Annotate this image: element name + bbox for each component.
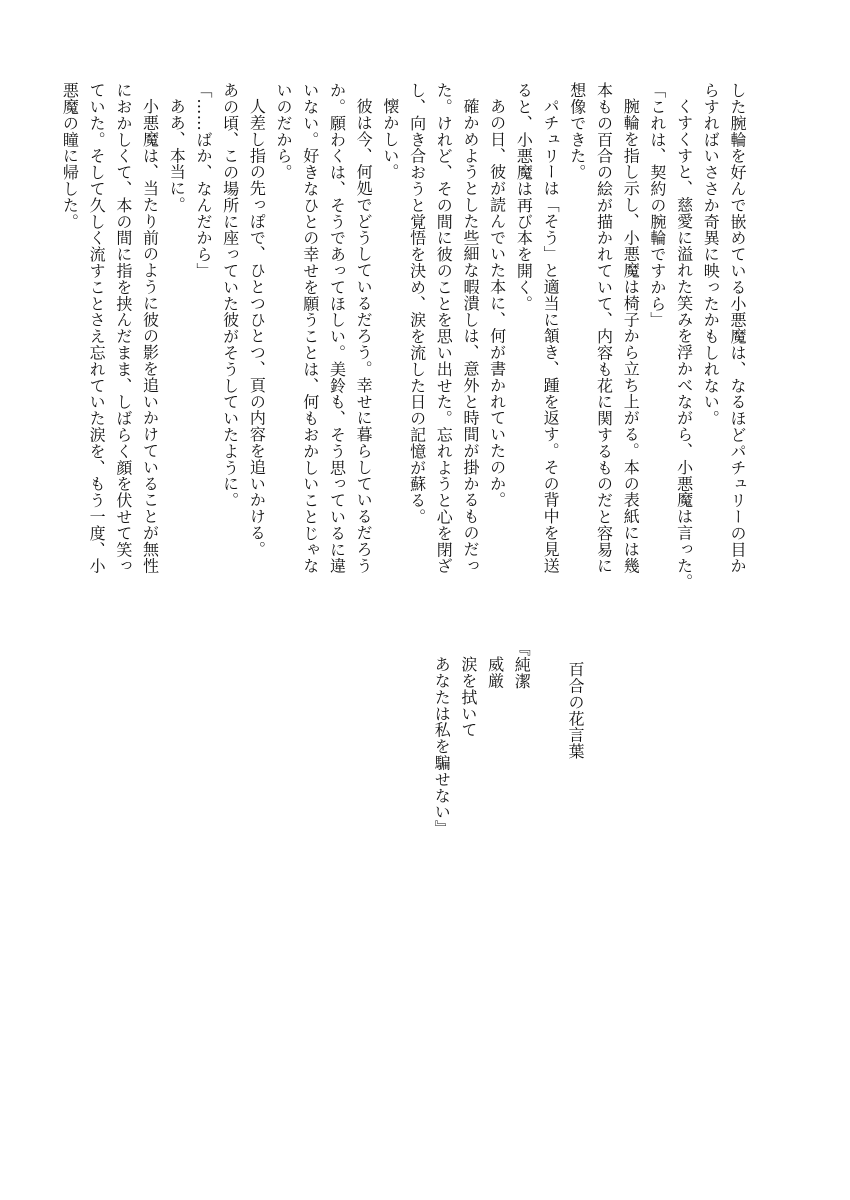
text-line-26: 悪魔の瞳に帰した。	[60, 82, 80, 230]
text-line-20: あの頃、この場所に座っていた彼がそうしていたように。	[220, 82, 240, 509]
text-line-4: 「これは、契約の腕輪ですから」	[647, 82, 667, 328]
text-line-3: くすくすと、慈愛に溢れた笑みを浮かべながら、小悪魔は言った。	[674, 98, 694, 590]
text-line-19: 人差し指の先っぽで、ひとつひとつ、頁の内容を追いかける。	[247, 98, 267, 558]
text-line-13: し、向き合おうと覚悟を決め、涙を流した日の記憶が蘇る。	[407, 82, 427, 525]
text-line-23: 小悪魔は、当たり前のように彼の影を追いかけていることが無性	[140, 98, 160, 574]
text-line-14: 懐かしい。	[380, 98, 400, 180]
text-line-15: 彼は今、何処でどうしているだろう。幸せに暮らしているだろう	[354, 98, 374, 574]
text-line-6: 本もの百合の絵が描かれていて、内容も花に関するものだと容易に	[594, 82, 614, 574]
text-line-2: らすればいささか奇異に映ったかもしれない。	[701, 82, 721, 427]
text-line-25: ていた。そして久しく流すことさえ忘れていた涙を、もう一度、小	[87, 82, 107, 574]
poem-block	[427, 640, 588, 970]
text-line-5: 腕輪を指し示し、小悪魔は椅子から立ち上がる。本の表紙には幾	[621, 98, 641, 574]
text-line-7: 想像できた。	[567, 82, 587, 181]
text-line-24: におかしくて、本の間に指を挟んだまま、しばらく顔を伏せて笑っ	[113, 82, 133, 574]
text-line-17: いない。好きなひとの幸せを願うことは、何もおかしいことじゃな	[300, 82, 320, 574]
text-line-12: た。けれど、その間に彼のことを思い出せた。忘れようと心を閉ざ	[434, 82, 454, 574]
text-line-8: パチュリーは「そう」と適当に頷き、踵を返す。その背中を見送	[541, 98, 561, 574]
text-line-1: した腕輪を好んで嵌めている小悪魔は、なるほどパチュリーの目か	[728, 82, 747, 574]
poem-line-1: 『純潔	[512, 640, 532, 690]
text-line-9: ると、小悪魔は再び本を開く。	[514, 82, 534, 312]
poem-line-2: 威厳	[485, 656, 505, 689]
poem-line-4: あなたは私を騙せない』	[432, 656, 452, 837]
poem-line-3: 涙を拭いて	[458, 656, 478, 738]
main-text-block	[56, 82, 750, 602]
text-line-10: あの日、彼が読んでいた本に、何が書かれていたのか。	[487, 98, 507, 508]
text-line-22: ああ、本当に。	[167, 98, 187, 213]
text-line-16: か。願わくは、そうであってほしい。美鈴も、そう思っているに違	[327, 82, 347, 574]
text-line-18: いのだから。	[274, 82, 294, 181]
poem-title: 百合の花言葉	[566, 660, 585, 760]
text-line-21: 「……ばか、なんだから」	[193, 82, 213, 279]
text-line-11: 確かめようとした些細な暇潰しは、意外と時間が掛かるものだっ	[460, 98, 480, 574]
